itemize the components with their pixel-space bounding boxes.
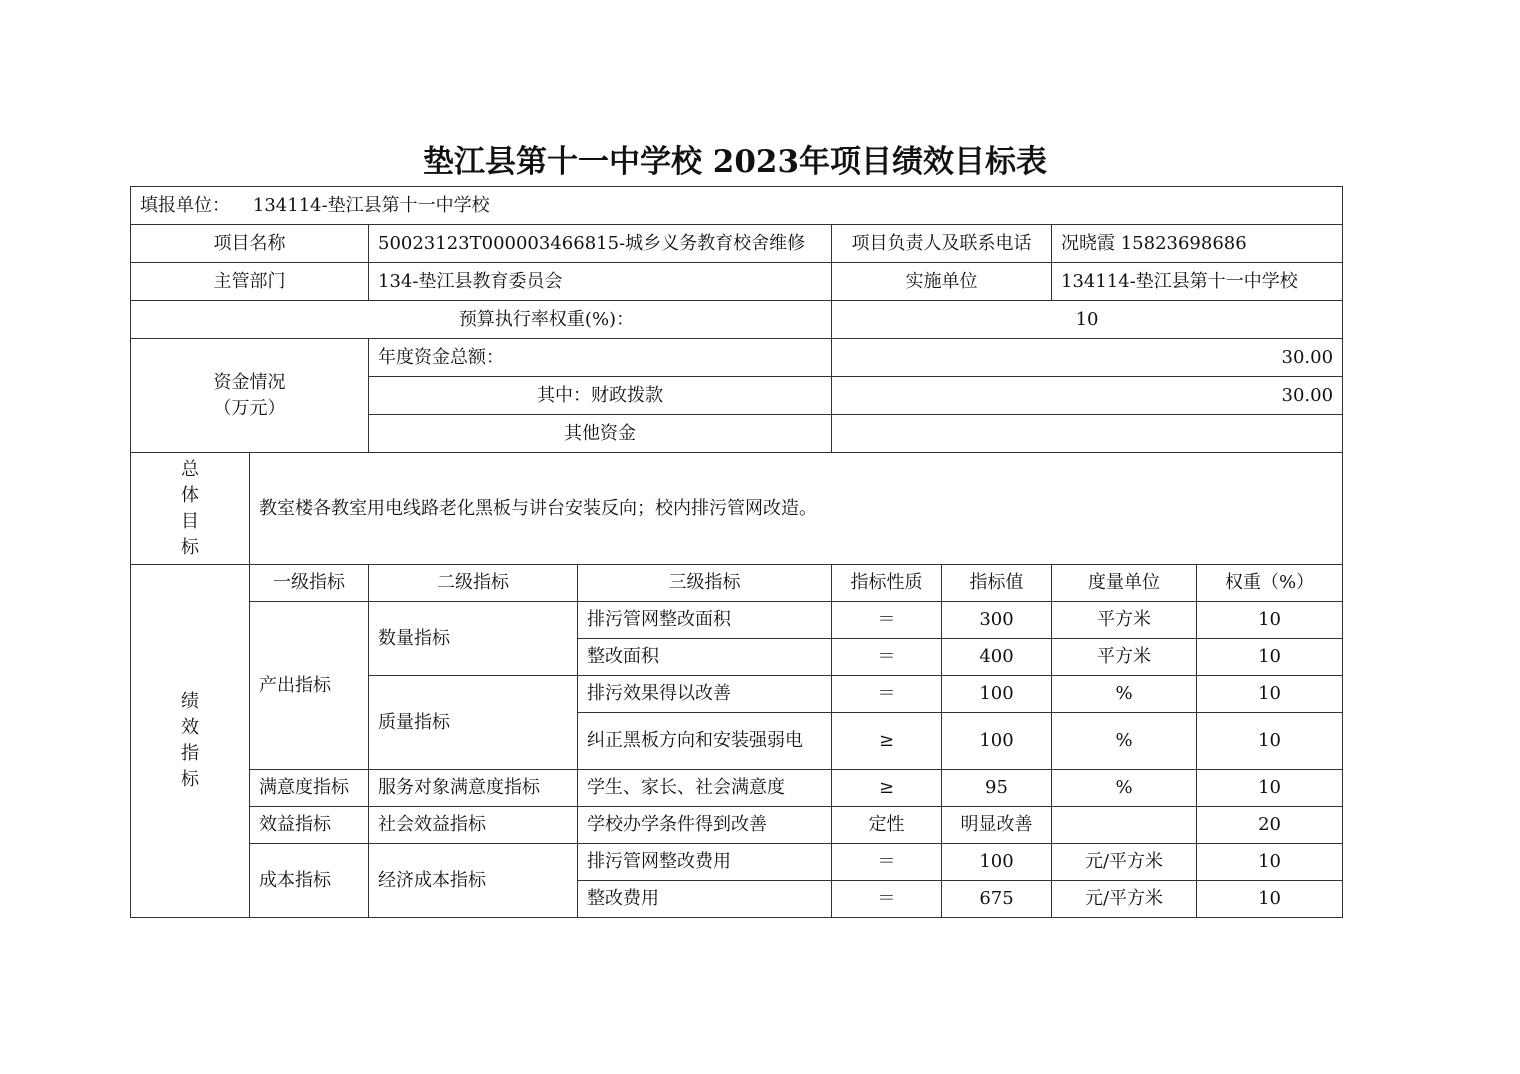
indicator-unit: % xyxy=(1052,713,1197,770)
indicator-value: 675 xyxy=(942,881,1052,918)
goal-text: 教室楼各教室用电线路老化黑板与讲台安装反向；校内排污管网改造。 xyxy=(250,453,1343,565)
dept-row xyxy=(131,263,1343,301)
level1-benefit: 效益指标 xyxy=(250,807,369,844)
indicator-nature: 定性 xyxy=(832,807,942,844)
indicator-name: 整改面积 xyxy=(578,639,832,676)
fill-unit-row xyxy=(131,187,1343,225)
indicator-value: 明显改善 xyxy=(942,807,1052,844)
fill-unit-value: 134114-垫江县第十一中学校 xyxy=(252,194,490,216)
indicator-unit: % xyxy=(1052,770,1197,807)
table-row xyxy=(131,807,1343,844)
budget-weight-value: 10 xyxy=(832,301,1343,339)
indicator-name: 排污效果得以改善 xyxy=(578,676,832,713)
impl-value: 134114-垫江县第十一中学校 xyxy=(1052,263,1343,301)
performance-target-table xyxy=(130,186,1343,918)
table-row xyxy=(131,770,1343,807)
level2-social-benefit: 社会效益指标 xyxy=(369,807,578,844)
level2-economic-cost: 经济成本指标 xyxy=(369,844,578,918)
indicator-unit: 平方米 xyxy=(1052,639,1197,676)
column-header: 指标性质 xyxy=(832,565,942,602)
indicator-name: 学校办学条件得到改善 xyxy=(578,807,832,844)
indicators-header-row xyxy=(131,565,1343,602)
level1-satisfaction: 满意度指标 xyxy=(250,770,369,807)
project-name-label: 项目名称 xyxy=(131,225,369,263)
column-header: 三级指标 xyxy=(578,565,832,602)
dept-value: 134-垫江县教育委员会 xyxy=(369,263,832,301)
indicator-weight: 10 xyxy=(1197,639,1343,676)
indicator-unit: 元/平方米 xyxy=(1052,881,1197,918)
project-name-row xyxy=(131,225,1343,263)
indicator-unit xyxy=(1052,807,1197,844)
level2-quality: 质量指标 xyxy=(369,676,578,770)
indicator-value: 95 xyxy=(942,770,1052,807)
column-header: 权重（%） xyxy=(1197,565,1343,602)
table-row xyxy=(131,602,1343,639)
goal-label-char: 目 xyxy=(181,510,199,532)
indicator-name: 排污管网整改面积 xyxy=(578,602,832,639)
indicator-name: 排污管网整改费用 xyxy=(578,844,832,881)
dept-label: 主管部门 xyxy=(131,263,369,301)
indicator-weight: 10 xyxy=(1197,713,1343,770)
funds-fiscal-label: 其中：财政拨款 xyxy=(369,377,832,415)
funds-other-label: 其他资金 xyxy=(369,415,832,453)
goal-label xyxy=(131,453,250,565)
contact-label: 项目负责人及联系电话 xyxy=(832,225,1052,263)
funds-label-line1: 资金情况 xyxy=(213,371,286,393)
column-header: 一级指标 xyxy=(250,565,369,602)
fill-unit-label: 填报单位： xyxy=(140,194,230,216)
indicator-nature: ≥ xyxy=(832,713,942,770)
indicators-label-char: 指 xyxy=(181,743,199,764)
indicator-weight: 10 xyxy=(1197,881,1343,918)
indicator-name: 整改费用 xyxy=(578,881,832,918)
column-header: 指标值 xyxy=(942,565,1052,602)
goal-label-char: 标 xyxy=(181,536,199,558)
indicator-unit: 元/平方米 xyxy=(1052,844,1197,881)
indicator-name: 学生、家长、社会满意度 xyxy=(578,770,832,807)
indicator-value: 100 xyxy=(942,713,1052,770)
indicator-nature: ＝ xyxy=(832,639,942,676)
indicator-nature: ≥ xyxy=(832,770,942,807)
project-name-value: 50023123T000003466815-城乡义务教育校舍维修 xyxy=(369,225,832,263)
level1-cost: 成本指标 xyxy=(250,844,369,918)
fill-unit-cell xyxy=(131,187,1343,225)
funds-other-value xyxy=(832,415,1343,453)
indicator-name: 纠正黑板方向和安装强弱电 xyxy=(578,713,832,770)
indicators-label xyxy=(131,565,250,918)
indicator-unit: % xyxy=(1052,676,1197,713)
funds-label-line2: （万元） xyxy=(213,397,286,419)
level2-service-satisfaction: 服务对象满意度指标 xyxy=(369,770,578,807)
indicators-label-char: 标 xyxy=(181,769,199,790)
indicator-nature: ＝ xyxy=(832,881,942,918)
table-row xyxy=(131,844,1343,881)
level2-quantity: 数量指标 xyxy=(369,602,578,676)
indicator-weight: 20 xyxy=(1197,807,1343,844)
funds-total-row xyxy=(131,339,1343,377)
indicator-value: 100 xyxy=(942,844,1052,881)
indicator-nature: ＝ xyxy=(832,844,942,881)
funds-total-value: 30.00 xyxy=(832,339,1343,377)
indicator-nature: ＝ xyxy=(832,602,942,639)
indicator-value: 300 xyxy=(942,602,1052,639)
contact-value: 况晓霞 15823698686 xyxy=(1052,225,1343,263)
column-header: 度量单位 xyxy=(1052,565,1197,602)
budget-weight-label: 预算执行率权重(%)： xyxy=(131,301,832,339)
goal-label-char: 总 xyxy=(181,458,199,480)
indicator-value: 100 xyxy=(942,676,1052,713)
budget-weight-row xyxy=(131,301,1343,339)
indicator-weight: 10 xyxy=(1197,676,1343,713)
impl-label: 实施单位 xyxy=(832,263,1052,301)
level1-output: 产出指标 xyxy=(250,602,369,770)
indicators-label-char: 效 xyxy=(181,717,199,738)
indicator-value: 400 xyxy=(942,639,1052,676)
funds-total-label: 年度资金总额： xyxy=(369,339,832,377)
funds-label xyxy=(131,339,369,453)
indicator-unit: 平方米 xyxy=(1052,602,1197,639)
indicator-weight: 10 xyxy=(1197,844,1343,881)
page-title: 垫江县第十一中学校 2023年项目绩效目标表 xyxy=(422,144,1048,180)
goal-row xyxy=(131,453,1343,565)
indicator-nature: ＝ xyxy=(832,676,942,713)
indicators-label-char: 绩 xyxy=(181,691,199,712)
indicator-weight: 10 xyxy=(1197,602,1343,639)
goal-label-char: 体 xyxy=(181,484,199,506)
funds-fiscal-value: 30.00 xyxy=(832,377,1343,415)
indicator-weight: 10 xyxy=(1197,770,1343,807)
column-header: 二级指标 xyxy=(369,565,578,602)
